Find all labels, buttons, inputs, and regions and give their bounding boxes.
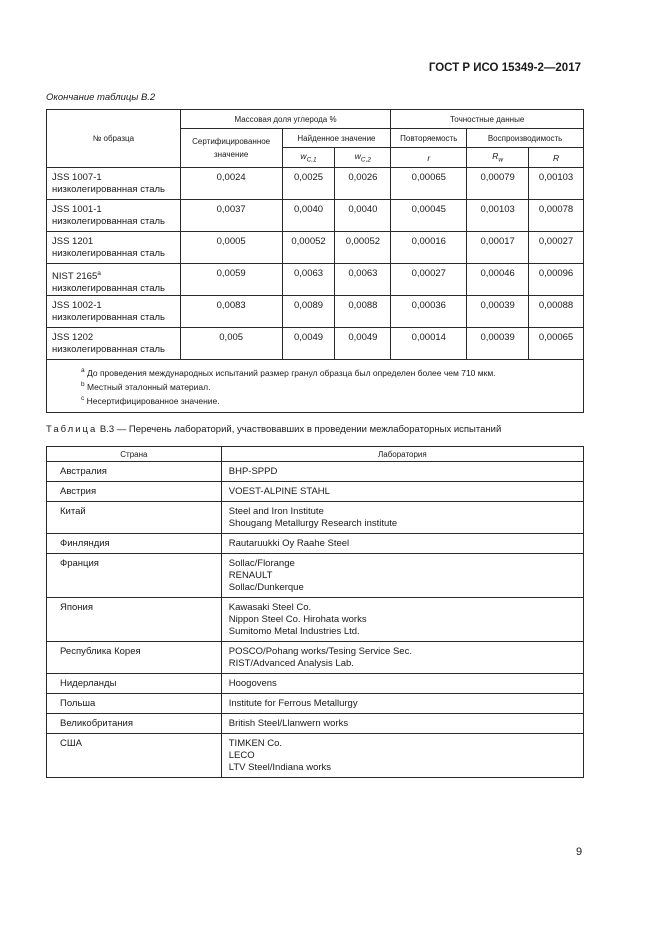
sample-id: JSS 1202 bbox=[52, 332, 94, 344]
certified-value-cell: 0,0059 bbox=[180, 264, 282, 296]
sample-id: JSS 1201 bbox=[52, 236, 94, 247]
sample-id: NIST 2165 bbox=[52, 271, 98, 283]
country-cell: Нидерланды bbox=[47, 674, 222, 694]
laboratory-name: Shougang Metallurgy Research institute bbox=[228, 518, 398, 529]
sample-id: JSS 1002-1 bbox=[52, 300, 102, 312]
certified-value-cell: 0,005 bbox=[180, 328, 282, 360]
reproducibility-rw-cell: 0,00046 bbox=[467, 264, 529, 296]
found-wc1-cell: 0,0025 bbox=[282, 168, 335, 200]
found-wc1-cell: 0,0063 bbox=[282, 264, 335, 296]
reproducibility-R-cell: 0,00027 bbox=[529, 232, 584, 264]
header-precision-data: Точностные данные bbox=[391, 110, 584, 129]
laboratory-name: BHP-SPPD bbox=[228, 466, 278, 477]
footnote bbox=[81, 365, 583, 379]
reproducibility-R-cell: 0,00065 bbox=[529, 328, 584, 360]
found-wc1-cell: 0,0049 bbox=[282, 328, 335, 360]
country-cell: Польша bbox=[47, 694, 222, 714]
header-sample-no: № образца bbox=[47, 110, 181, 168]
laboratory-cell bbox=[221, 502, 583, 534]
laboratory-name: Steel and Iron Institute bbox=[228, 506, 324, 517]
reproducibility-rw-cell: 0,00039 bbox=[467, 328, 529, 360]
repeatability-r-cell: 0,00014 bbox=[391, 328, 467, 360]
laboratory-name: Sollac/Florange bbox=[228, 558, 295, 569]
laboratory-cell bbox=[221, 534, 583, 554]
country-cell: Франция bbox=[47, 554, 222, 598]
found-wc2-cell: 0,0063 bbox=[335, 264, 391, 296]
laboratory-name: Sumitomo Metal Industries Ltd. bbox=[228, 626, 360, 637]
header-r: r bbox=[391, 148, 467, 168]
footnote bbox=[81, 379, 583, 393]
laboratory-name: POSCO/Pohang works/Tesing Service Sec. bbox=[228, 646, 412, 657]
sample-type: низколегированная сталь bbox=[52, 283, 165, 295]
reproducibility-R-cell: 0,00078 bbox=[529, 200, 584, 232]
sample-id: JSS 1007-1 bbox=[52, 172, 102, 183]
header-laboratory: Лаборатория bbox=[221, 447, 583, 462]
reproducibility-R-cell: 0,00088 bbox=[529, 296, 584, 328]
laboratory-cell bbox=[221, 598, 583, 642]
country-cell: Республика Корея bbox=[47, 642, 222, 674]
laboratory-name: TIMKEN Co. bbox=[228, 738, 283, 749]
repeatability-r-cell: 0,00027 bbox=[391, 264, 467, 296]
laboratory-name: Nippon Steel Co. Hirohata works bbox=[228, 614, 367, 625]
table-row bbox=[47, 482, 584, 502]
laboratory-cell bbox=[221, 694, 583, 714]
reproducibility-R-cell: 0,00096 bbox=[529, 264, 584, 296]
table-row bbox=[47, 534, 584, 554]
repeatability-r-cell: 0,00036 bbox=[391, 296, 467, 328]
sample-type: низколегированная сталь bbox=[52, 216, 165, 227]
sample-name-cell bbox=[47, 168, 181, 200]
sample-name-cell bbox=[47, 232, 181, 264]
table-row bbox=[47, 714, 584, 734]
table-row bbox=[47, 462, 584, 482]
footnote-mark: c bbox=[81, 394, 85, 402]
footnote bbox=[81, 393, 583, 407]
table-row bbox=[47, 642, 584, 674]
laboratory-name: Hoogovens bbox=[228, 678, 277, 689]
table-row bbox=[47, 502, 584, 534]
country-cell: Австралия bbox=[47, 462, 222, 482]
laboratory-cell bbox=[221, 482, 583, 502]
sample-id: JSS 1001-1 bbox=[52, 204, 102, 215]
footnote-text: Местный эталонный материал. bbox=[87, 381, 211, 392]
header-found-value: Найденное значение bbox=[282, 129, 391, 148]
certified-value-cell: 0,0005 bbox=[180, 232, 282, 264]
country-cell: Великобритания bbox=[47, 714, 222, 734]
table-footnotes bbox=[47, 360, 584, 412]
certified-value-cell: 0,0037 bbox=[180, 200, 282, 232]
header-wc2: $w_{C,2}$ bbox=[335, 148, 391, 168]
found-wc1-cell: 0,0089 bbox=[282, 296, 335, 328]
header-repeatability: Повторяемость bbox=[391, 129, 467, 148]
table-row bbox=[47, 232, 584, 264]
table-row bbox=[47, 200, 584, 232]
laboratory-name: LTV Steel/Indiana works bbox=[228, 762, 332, 773]
country-cell: Австрия bbox=[47, 482, 222, 502]
sample-name-cell bbox=[47, 296, 181, 328]
reproducibility-rw-cell: 0,00103 bbox=[467, 200, 529, 232]
laboratory-cell bbox=[221, 674, 583, 694]
table-row bbox=[47, 734, 584, 778]
table-b3-caption bbox=[46, 424, 501, 435]
reproducibility-rw-cell: 0,00017 bbox=[467, 232, 529, 264]
country-cell: США bbox=[47, 734, 222, 778]
repeatability-r-cell: 0,00045 bbox=[391, 200, 467, 232]
table-row bbox=[47, 554, 584, 598]
header-wc1: $w_{C,1}$ bbox=[282, 148, 335, 168]
reproducibility-rw-cell: 0,00079 bbox=[467, 168, 529, 200]
sample-name-cell bbox=[47, 264, 181, 296]
header-certified-value: Сертифицированное значение bbox=[180, 129, 282, 168]
laboratory-cell bbox=[221, 554, 583, 598]
header-carbon-fraction: Массовая доля углерода % bbox=[180, 110, 391, 129]
found-wc2-cell: 0,0026 bbox=[335, 168, 391, 200]
sample-type: низколегированная сталь bbox=[52, 344, 165, 356]
reproducibility-rw-cell: 0,00039 bbox=[467, 296, 529, 328]
laboratory-cell bbox=[221, 462, 583, 482]
found-wc2-cell: 0,0088 bbox=[335, 296, 391, 328]
found-wc1-cell: 0,00052 bbox=[282, 232, 335, 264]
footnote-ref: a bbox=[97, 270, 101, 277]
header-country: Страна bbox=[47, 447, 222, 462]
laboratory-name: RIST/Advanced Analysis Lab. bbox=[228, 658, 354, 669]
laboratory-name: VOEST-ALPINE STAHL bbox=[228, 486, 330, 497]
header-R: R bbox=[529, 148, 584, 168]
found-wc1-cell: 0,0040 bbox=[282, 200, 335, 232]
repeatability-r-cell: 0,00016 bbox=[391, 232, 467, 264]
found-wc2-cell: 0,0049 bbox=[335, 328, 391, 360]
table-row bbox=[47, 168, 584, 200]
table-row bbox=[47, 598, 584, 642]
footnote-mark: a bbox=[81, 367, 85, 375]
laboratory-cell bbox=[221, 714, 583, 734]
laboratory-cell bbox=[221, 734, 583, 778]
sample-name-cell bbox=[47, 328, 181, 360]
laboratory-cell bbox=[221, 642, 583, 674]
header-reproducibility: Воспроизводимость bbox=[467, 129, 584, 148]
laboratory-name: LECO bbox=[228, 750, 255, 761]
sample-type: низколегированная сталь bbox=[52, 312, 165, 324]
laboratory-name: Rautaruukki Oy Raahe Steel bbox=[228, 538, 350, 549]
document-header: ГОСТ Р ИСО 15349-2—2017 bbox=[428, 62, 581, 74]
table-b2-caption: Окончание таблицы В.2 bbox=[46, 92, 156, 103]
sample-name-cell bbox=[47, 200, 181, 232]
certified-value-cell: 0,0024 bbox=[180, 168, 282, 200]
sample-type: низколегированная сталь bbox=[52, 184, 165, 195]
laboratory-name: Kawasaki Steel Co. bbox=[228, 602, 312, 613]
country-cell: Китай bbox=[47, 502, 222, 534]
footnote-text: Несертифицированное значение. bbox=[86, 395, 220, 406]
certified-value-cell: 0,0083 bbox=[180, 296, 282, 328]
table-row bbox=[47, 296, 584, 328]
table-b3 bbox=[46, 446, 584, 778]
found-wc2-cell: 0,0040 bbox=[335, 200, 391, 232]
table-b3-caption-text: В.3 — Перечень лабораторий, участвовавших в проведении межлабораторных испытаний bbox=[97, 424, 502, 435]
laboratory-name: British Steel/Llanwern works bbox=[228, 718, 349, 729]
sample-type: низколегированная сталь bbox=[52, 248, 165, 259]
table-row bbox=[47, 694, 584, 714]
country-cell: Япония bbox=[47, 598, 222, 642]
reproducibility-R-cell: 0,00103 bbox=[529, 168, 584, 200]
laboratory-name: RENAULT bbox=[228, 570, 273, 581]
repeatability-r-cell: 0,00065 bbox=[391, 168, 467, 200]
page-number: 9 bbox=[576, 846, 583, 858]
country-cell: Финляндия bbox=[47, 534, 222, 554]
table-b3-caption-label: Таблица bbox=[46, 424, 98, 435]
table-row bbox=[47, 328, 584, 360]
table-b2 bbox=[46, 109, 584, 413]
found-wc2-cell: 0,00052 bbox=[335, 232, 391, 264]
footnote-mark: b bbox=[81, 380, 85, 388]
footnote-text: До проведения международных испытаний размер гранул образца был определен более чем 710 мкм. bbox=[87, 367, 496, 378]
header-rw: $R_w$ bbox=[467, 148, 529, 168]
table-row bbox=[47, 674, 584, 694]
table-row bbox=[47, 264, 584, 296]
laboratory-name: Sollac/Dunkerque bbox=[228, 582, 304, 593]
laboratory-name: Institute for Ferrous Metallurgy bbox=[228, 698, 358, 709]
